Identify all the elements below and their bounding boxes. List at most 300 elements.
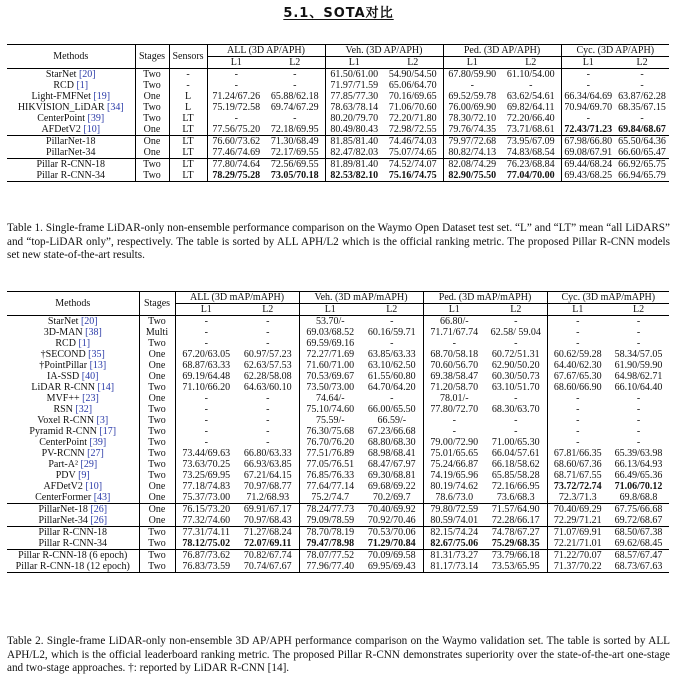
metric-cell: 70.94/69.70	[561, 102, 615, 113]
header-group-all: ALL (3D AP/APH)	[207, 45, 325, 57]
metric-cell: 70.53/69.67	[299, 371, 361, 382]
metric-cell: 81.31/73.27	[423, 550, 485, 562]
header-level: L2	[525, 57, 537, 68]
method-cell	[7, 515, 139, 527]
stages-cell: Two	[135, 159, 169, 171]
table-row	[7, 371, 669, 382]
table-row	[7, 448, 669, 459]
citation-link[interactable]: [38]	[85, 327, 102, 338]
stages-cell: Two	[139, 538, 175, 550]
citation-link[interactable]: [10]	[83, 124, 101, 135]
metric-cell: 77.18/74.83	[175, 481, 237, 492]
metric-cell: 70.97/68.77	[243, 481, 292, 492]
method-name: PillarNet-34	[46, 147, 96, 158]
metric-cell: 82.47/82.03	[325, 147, 383, 159]
table-row	[7, 481, 669, 492]
metric-cell: 77.80/72.70	[423, 404, 485, 415]
metric-cell: 71.07/69.91	[547, 527, 608, 539]
metric-cell: -	[547, 338, 608, 349]
metric-cell: 69.38/58.47	[423, 371, 485, 382]
table-row	[7, 550, 669, 562]
metric-cell: 73.53/65.95	[485, 561, 547, 573]
metric-cell: 71.20/58.70	[423, 382, 485, 393]
citation-link[interactable]: [29]	[80, 459, 98, 470]
metric-cell: 73.50/73.00	[299, 382, 361, 393]
header-level: L1	[443, 57, 501, 69]
method-name: PillarNet-34	[38, 515, 88, 526]
stages-cell: Two	[139, 382, 175, 393]
metric-cell: 68.60/67.36	[547, 459, 608, 470]
metric-cell: 71.29/70.84	[367, 538, 416, 549]
metric-cell: 76.30/75.68	[299, 426, 361, 437]
metric-cell: -	[207, 113, 265, 124]
metric-cell: 76.87/73.62	[175, 550, 237, 562]
metric-cell: 71.27/68.24	[237, 527, 299, 539]
citation-link[interactable]: [34]	[107, 102, 124, 113]
sensors-cell: LT	[169, 170, 207, 182]
metric-cell: 71.30/68.49	[265, 136, 325, 148]
header-level: L1	[325, 57, 383, 69]
metric-cell: -	[175, 415, 237, 426]
metric-cell: 70.92/70.46	[367, 515, 416, 526]
sensors-cell: LT	[169, 113, 207, 124]
metric-cell: 71.37/70.22	[547, 561, 608, 573]
citation-link[interactable]: [39]	[87, 113, 105, 124]
header-level: L2	[289, 57, 301, 68]
metric-cell: 63.10/62.50	[367, 360, 416, 371]
stages-cell: One	[135, 91, 169, 102]
header-level: L2	[386, 304, 398, 315]
metric-cell: 73.25/69.95	[175, 470, 237, 481]
metric-cell: 67.81/66.35	[547, 448, 608, 459]
table-row	[7, 113, 669, 124]
citation-link[interactable]: [20]	[78, 69, 96, 80]
method-cell	[7, 69, 135, 81]
metric-cell: 71.97/71.59	[325, 80, 383, 91]
metric-cell: 69.72/68.67	[614, 515, 663, 526]
method-name: IA-SSD	[47, 371, 80, 382]
metric-cell: 75.2/74.7	[299, 492, 361, 504]
sensors-cell: LT	[169, 136, 207, 148]
method-name: Pillar R-CNN-18 (12 epoch)	[15, 561, 130, 572]
method-name: CenterPoint	[39, 437, 88, 448]
method-cell	[7, 170, 135, 182]
citation-link[interactable]: [26]	[90, 504, 108, 515]
metric-cell: -	[266, 437, 270, 448]
metric-cell: 82.15/74.24	[423, 527, 485, 539]
metric-cell: 71.60/71.00	[299, 360, 361, 371]
method-name: HIKVISION_LiDAR	[17, 102, 105, 113]
metric-cell: 78.01/-	[423, 393, 485, 404]
metric-cell: 71.06/70.12	[614, 481, 663, 492]
metric-cell: 68.35/67.15	[618, 102, 666, 113]
metric-cell: 70.97/68.43	[243, 515, 292, 526]
metric-cell: 68.87/63.33	[175, 360, 237, 371]
citation-link[interactable]: [1]	[76, 80, 89, 91]
metric-cell: 61.50/61.00	[325, 69, 383, 81]
table-row	[7, 170, 669, 182]
metric-cell: 69.59/69.16	[299, 338, 361, 349]
metric-cell: 71.71/67.74	[423, 327, 485, 338]
metric-cell: 78.63/78.14	[325, 102, 383, 113]
metric-cell: 78.07/77.52	[299, 550, 361, 562]
metric-cell: 66.60/65.47	[618, 147, 666, 158]
metric-cell: -	[175, 316, 237, 328]
citation-link[interactable]: [39]	[89, 437, 107, 448]
metric-cell: 82.08/74.29	[443, 159, 501, 171]
metric-cell: 79.47/78.98	[299, 538, 361, 550]
method-name: Pillar R-CNN-18	[36, 159, 106, 170]
metric-cell: 77.56/75.20	[207, 124, 265, 136]
metric-cell: 77.46/74.69	[207, 147, 265, 159]
table-1-caption: Table 1. Single-frame LiDAR-only non-ensemble performance comparison on the Waymo Open Dataset test set. “L” and “LT” mean “all LiDARS” and “top-LiDAR only”, respectively. The table is sorted by ALL APH/L2 which is the official ranking metric. The proposed Pillar R-CNN models set new state-of-the-art results.	[7, 222, 670, 261]
method-cell	[7, 426, 139, 437]
table-row	[7, 437, 669, 448]
metric-cell: -	[561, 113, 615, 124]
header-level: L2	[262, 304, 274, 315]
method-cell	[7, 371, 139, 382]
metric-cell: 70.16/69.65	[388, 91, 437, 102]
metric-cell: -	[237, 316, 299, 328]
table-row	[7, 80, 669, 91]
stages-cell: One	[139, 515, 175, 527]
table-row	[7, 124, 669, 136]
metric-cell: -	[615, 69, 669, 81]
method-name: Pillar R-CNN-34	[36, 170, 106, 181]
metric-cell: 76.60/73.62	[207, 136, 265, 148]
header-group-all: ALL (3D mAP/mAPH)	[175, 292, 299, 304]
metric-cell: 70.2/69.7	[372, 492, 411, 503]
citation-link[interactable]: [9]	[78, 470, 90, 481]
method-name: PDV	[55, 470, 76, 481]
stages-cell: One	[139, 492, 175, 504]
metric-cell: -	[293, 80, 297, 91]
metric-cell: 69.74/67.29	[270, 102, 319, 113]
method-cell	[7, 136, 135, 148]
metric-cell: 77.80/74.64	[207, 159, 265, 171]
metric-cell: -	[636, 404, 641, 415]
metric-cell: 69.03/68.52	[299, 327, 361, 338]
sensors-cell: LT	[169, 147, 207, 159]
table-row	[7, 527, 669, 539]
metric-cell: -	[175, 437, 237, 448]
metric-cell: -	[547, 415, 608, 426]
metric-cell: 72.3/71.3	[547, 492, 608, 504]
stages-cell: One	[135, 147, 169, 159]
metric-cell: -	[640, 80, 644, 91]
metric-cell: 61.55/60.80	[367, 371, 416, 382]
stages-cell: Two	[135, 80, 169, 91]
metric-cell: 69.68/69.22	[367, 481, 416, 492]
method-cell	[7, 504, 139, 516]
metric-cell: 69.08/67.91	[561, 147, 615, 159]
method-name: LiDAR R-CNN	[31, 382, 95, 393]
metric-cell: 62.28/58.08	[243, 371, 292, 382]
stages-cell: Two	[135, 69, 169, 81]
method-name: StarNet	[45, 69, 77, 80]
metric-cell: 75.19/72.58	[207, 102, 265, 113]
metric-cell: -	[175, 426, 237, 437]
table-row	[7, 459, 669, 470]
stages-cell: Two	[139, 426, 175, 437]
metric-cell: 69.84/68.67	[618, 124, 666, 135]
metric-cell: 66.13/64.93	[614, 459, 663, 470]
metric-cell: 77.05/76.51	[299, 459, 361, 470]
metric-cell: 61.90/59.90	[614, 360, 663, 371]
table-row	[7, 515, 669, 527]
metric-cell: 66.80/63.33	[243, 448, 292, 459]
table-row	[7, 316, 669, 328]
metric-cell: -	[547, 327, 608, 338]
metric-cell: 80.49/80.43	[325, 124, 383, 136]
header-group-vehicle: Veh. (3D mAP/mAPH)	[299, 292, 423, 304]
method-name: StarNet	[47, 316, 79, 327]
table-row	[7, 415, 669, 426]
stages-cell: One	[139, 371, 175, 382]
metric-cell: -	[514, 338, 518, 349]
metric-cell: -	[266, 393, 270, 404]
metric-cell: 78.29/75.28	[207, 170, 265, 182]
metric-cell: 77.85/77.30	[325, 91, 383, 102]
method-cell	[7, 470, 139, 481]
metric-cell: -	[266, 327, 270, 338]
method-cell	[7, 561, 139, 573]
method-name: AFDetV2	[41, 124, 81, 135]
metric-cell: 54.90/54.50	[383, 69, 443, 81]
stages-cell: Two	[139, 561, 175, 573]
citation-link[interactable]: [32]	[75, 404, 93, 415]
metric-cell: 72.28/66.17	[491, 515, 540, 526]
metric-cell: 69.82/64.11	[507, 102, 555, 113]
metric-cell: 73.72/72.74	[547, 481, 608, 492]
method-cell	[7, 360, 139, 371]
method-cell	[7, 327, 139, 338]
metric-cell: -	[561, 80, 615, 91]
metric-cell: 63.85/63.33	[367, 349, 416, 360]
stages-cell: One	[139, 481, 175, 492]
table-row	[7, 492, 669, 504]
metric-cell: 66.18/58.62	[491, 459, 540, 470]
metric-cell: -	[485, 316, 547, 328]
method-cell	[7, 527, 139, 539]
table-row	[7, 327, 669, 338]
metric-cell: 66.59/-	[377, 415, 407, 426]
metric-cell: 61.10/54.00	[501, 69, 561, 81]
header-group-pedestrian: Ped. (3D mAP/mAPH)	[423, 292, 547, 304]
table-2-caption: Table 2. Single-frame LiDAR-only non-ensemble 3D AP/APH performance comparison on the Waymo validation set. The table is sorted by ALL APH/L2, which is the official leaderboard ranking metric. The proposed Pillar R-CNN demonstrates superiority over the state-of-the-art one-stage and two-stage approaches. †: reported by LiDAR R-CNN [14].	[7, 635, 670, 674]
metric-cell: 76.70/76.20	[299, 437, 361, 448]
metric-cell: 68.57/67.47	[608, 550, 669, 562]
metric-cell: 77.51/76.89	[299, 448, 361, 459]
metric-cell: 74.83/68.54	[506, 147, 555, 158]
stages-cell: Two	[135, 170, 169, 182]
metric-cell: 60.16/59.71	[367, 327, 416, 338]
metric-cell: 67.20/63.05	[175, 349, 237, 360]
stages-cell: Two	[139, 527, 175, 539]
method-cell	[7, 316, 139, 328]
method-cell	[7, 159, 135, 171]
citation-link[interactable]: [35]	[88, 349, 105, 360]
metric-cell: 76.00/69.90	[443, 102, 501, 113]
stages-cell: Two	[135, 113, 169, 124]
metric-cell: 75.16/74.75	[383, 170, 443, 182]
header-level: L1	[547, 304, 608, 316]
metric-cell: 69.8/68.8	[619, 492, 658, 503]
citation-link[interactable]: [20]	[80, 316, 98, 327]
citation-link[interactable]: [27]	[87, 448, 104, 459]
metric-cell: -	[266, 426, 270, 437]
citation-link[interactable]: [14]	[97, 382, 115, 393]
metric-cell: 72.07/69.11	[244, 538, 292, 549]
citation-link[interactable]: [40]	[81, 371, 99, 382]
metric-cell: 70.60/56.70	[423, 360, 485, 371]
metric-cell: 69.30/68.81	[367, 470, 416, 481]
metric-cell: -	[443, 80, 501, 91]
stages-cell: Two	[139, 404, 175, 415]
metric-cell: 76.15/73.20	[175, 504, 237, 516]
header-group-cyclist: Cyc. (3D AP/APH)	[561, 45, 669, 57]
metric-cell: -	[636, 327, 641, 338]
citation-link[interactable]: [10]	[85, 481, 103, 492]
metric-cell: -	[293, 113, 297, 124]
metric-cell: 70.82/67.74	[237, 550, 299, 562]
citation-link[interactable]: [13]	[89, 360, 107, 371]
metric-cell: 69.91/67.17	[237, 504, 299, 516]
citation-link[interactable]: [3]	[96, 415, 109, 426]
method-cell	[7, 538, 139, 550]
method-name: Pyramid R-CNN	[29, 426, 97, 437]
method-name: Pillar R-CNN-18 (6 epoch)	[18, 550, 128, 561]
citation-link[interactable]: [17]	[99, 426, 117, 437]
metric-cell: 80.82/74.13	[443, 147, 501, 159]
header-level: L2	[632, 304, 645, 315]
header-level: L2	[407, 57, 419, 68]
method-name: Voxel R-CNN	[37, 415, 95, 426]
stages-cell: Two	[139, 338, 175, 349]
metric-cell: 79.09/78.59	[299, 515, 361, 527]
metric-cell: 78.70/78.19	[299, 527, 361, 539]
metric-cell: -	[547, 426, 608, 437]
citation-link[interactable]: [23]	[82, 393, 99, 404]
method-cell	[7, 437, 139, 448]
metric-cell: -	[636, 437, 641, 448]
method-name: RCD	[53, 80, 74, 91]
metric-cell: 72.18/69.95	[270, 124, 319, 135]
metric-cell: 67.23/66.68	[367, 426, 416, 437]
metric-cell: 74.78/67.27	[485, 527, 547, 539]
metric-cell: 75.01/65.65	[423, 448, 485, 459]
metric-cell: 73.05/70.18	[265, 170, 325, 182]
metric-cell: 64.63/60.10	[243, 382, 292, 393]
citation-link[interactable]: [26]	[90, 515, 108, 526]
stages-cell: One	[139, 504, 175, 516]
metric-cell: 66.49/65.36	[614, 470, 663, 481]
method-name: †SECOND	[40, 349, 86, 360]
method-cell	[7, 459, 139, 470]
metric-cell: 62.58/ 59.04	[490, 327, 541, 338]
metric-cell: -	[608, 316, 669, 328]
stages-cell: Two	[135, 102, 169, 113]
metric-cell: 75.59/-	[299, 415, 361, 426]
method-cell	[7, 382, 139, 393]
metric-cell: 65.39/63.98	[614, 448, 663, 459]
metric-cell: 71.00/65.30	[491, 437, 540, 448]
table-row	[7, 504, 669, 516]
metric-cell: 77.64/77.14	[299, 481, 361, 492]
stages-cell: Two	[139, 459, 175, 470]
citation-link[interactable]: [43]	[93, 492, 111, 503]
citation-link[interactable]: [1]	[78, 338, 91, 349]
results-table-test-set	[7, 44, 669, 182]
method-cell	[7, 91, 135, 102]
metric-cell: -	[547, 393, 608, 404]
metric-cell: 68.80/68.30	[367, 437, 416, 448]
results-table-validation-set	[7, 291, 669, 573]
sensors-cell: LT	[169, 124, 207, 136]
metric-cell: 80.20/79.70	[325, 113, 383, 124]
method-name: 3D-MAN	[43, 327, 83, 338]
metric-cell: 67.98/66.80	[561, 136, 615, 148]
metric-cell: 71.22/70.07	[547, 550, 608, 562]
metric-cell: 72.98/72.55	[388, 124, 437, 135]
metric-cell: 73.71/68.61	[506, 124, 555, 135]
metric-cell: 71.24/67.26	[207, 91, 265, 102]
header-level: L2	[510, 304, 522, 315]
metric-cell: 70.09/69.58	[361, 550, 423, 562]
metric-cell: 73.63/70.25	[175, 459, 237, 470]
metric-cell: 72.17/69.55	[270, 147, 319, 158]
method-name: PillarNet-18	[46, 136, 96, 147]
stages-cell: Two	[139, 550, 175, 562]
method-name: Part-A²	[48, 459, 78, 470]
metric-cell: 68.47/67.97	[367, 459, 416, 470]
metric-cell: 74.52/74.07	[383, 159, 443, 171]
metric-cell: 64.40/62.30	[547, 360, 608, 371]
metric-cell: 81.85/81.40	[325, 136, 383, 148]
metric-cell: -	[636, 415, 641, 426]
header-level: L2	[636, 57, 648, 68]
metric-cell: 72.43/71.23	[561, 124, 615, 136]
metric-cell: 70.40/69.92	[361, 504, 423, 516]
metric-cell: 66.92/65.75	[615, 159, 669, 171]
metric-cell: 69.95/69.43	[361, 561, 423, 573]
header-stages: Stages	[139, 292, 175, 316]
metric-cell: 71.2/68.93	[246, 492, 290, 503]
metric-cell: 76.85/76.33	[299, 470, 361, 481]
header-sensors: Sensors	[169, 45, 207, 69]
citation-link[interactable]: [19]	[93, 91, 111, 102]
method-name: RCD	[55, 338, 76, 349]
metric-cell: 75.37/73.00	[175, 492, 237, 504]
table-row	[7, 561, 669, 573]
stages-cell: Multi	[139, 327, 175, 338]
header-group-cyclist: Cyc. (3D mAP/mAPH)	[547, 292, 669, 304]
metric-cell: 66.80/-	[423, 316, 485, 328]
table-row	[7, 69, 669, 81]
metric-cell: 68.60/66.90	[547, 382, 608, 393]
header-level: L1	[561, 57, 615, 69]
method-cell	[7, 338, 139, 349]
header-level: L1	[423, 304, 485, 316]
metric-cell: 78.24/77.73	[299, 504, 361, 516]
metric-cell: 77.96/77.40	[299, 561, 361, 573]
metric-cell: 66.10/64.40	[614, 382, 663, 393]
stages-cell: One	[139, 360, 175, 371]
metric-cell: -	[640, 113, 644, 124]
metric-cell: 60.72/51.31	[491, 349, 540, 360]
metric-cell: 64.70/64.20	[367, 382, 416, 393]
metric-cell: 58.34/57.05	[614, 349, 663, 360]
